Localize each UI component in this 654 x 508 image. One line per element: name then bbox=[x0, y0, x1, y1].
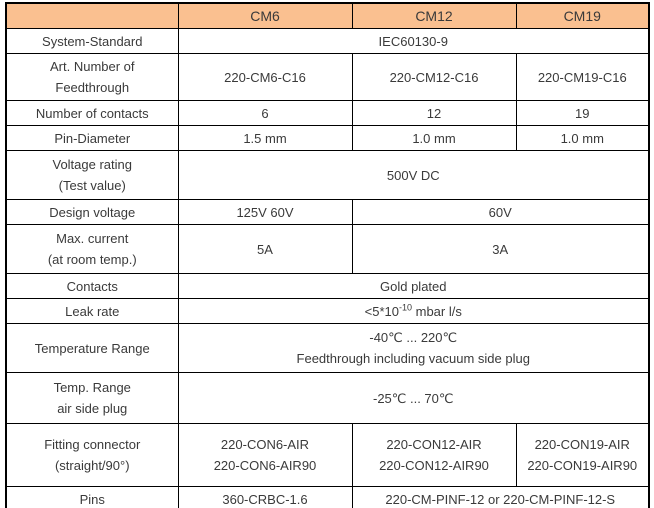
row-label bbox=[6, 200, 178, 225]
cell-text: Gold plated bbox=[380, 278, 447, 294]
cell-text: 12 bbox=[426, 105, 442, 121]
value-cell bbox=[516, 54, 649, 101]
value-cell bbox=[516, 101, 649, 126]
header-cell-cm19: CM19 bbox=[516, 3, 649, 29]
value-cell bbox=[178, 29, 649, 54]
row-fitting-connector bbox=[6, 424, 649, 487]
row-label-text: Voltage rating bbox=[52, 157, 132, 172]
row-temp-range-air-side bbox=[6, 373, 649, 424]
value-cell bbox=[178, 487, 352, 508]
cell-text: 500V DC bbox=[386, 167, 440, 183]
row-label-text: Number of contacts bbox=[35, 105, 149, 121]
cell-text: 5A bbox=[257, 241, 273, 257]
cell-text: 220-CM-PINF-12 or 220-CM-PINF-12-S bbox=[385, 491, 616, 507]
value-cell bbox=[352, 101, 516, 126]
value-cell bbox=[352, 487, 649, 508]
value-cell bbox=[352, 54, 516, 101]
cell-text: 360-CRBC-1.6 bbox=[222, 491, 308, 507]
row-label bbox=[6, 299, 178, 324]
header-cell-cm12: CM12 bbox=[352, 3, 516, 29]
row-label-text: Feedthrough bbox=[55, 80, 130, 95]
row-label-text: Pins bbox=[79, 491, 105, 507]
value-cell bbox=[352, 126, 516, 151]
row-label-text: Max. current bbox=[56, 231, 129, 246]
row-label bbox=[6, 225, 178, 274]
cell-text: <5*10 bbox=[364, 303, 399, 319]
value-cell bbox=[178, 324, 649, 373]
row-pins bbox=[6, 487, 649, 508]
cell-text: -40℃ ... 220℃ bbox=[369, 330, 458, 345]
row-label bbox=[6, 54, 178, 101]
cell-text: IEC60130-9 bbox=[378, 33, 448, 49]
header-cell-cm6: CM6 bbox=[178, 3, 352, 29]
row-label-text: Art. Number of bbox=[49, 59, 135, 74]
row-label bbox=[6, 29, 178, 54]
value-cell bbox=[516, 126, 649, 151]
row-design-voltage bbox=[6, 200, 649, 225]
row-label-text: Fitting connector bbox=[44, 437, 141, 452]
row-label-text: Contacts bbox=[66, 278, 118, 294]
row-max-current bbox=[6, 225, 649, 274]
header-corner-cell bbox=[6, 3, 178, 29]
row-system-standard bbox=[6, 29, 649, 54]
value-cell bbox=[178, 225, 352, 274]
cell-text: 6 bbox=[261, 105, 269, 121]
row-label-text: (straight/90°) bbox=[54, 458, 130, 473]
row-number-of-contacts bbox=[6, 101, 649, 126]
cell-text: 125V 60V bbox=[236, 204, 294, 220]
cell-text: 3A bbox=[492, 241, 509, 257]
cell-text: -25℃ ... 70℃ bbox=[372, 390, 454, 406]
cell-text: Feedthrough including vacuum side plug bbox=[296, 351, 530, 366]
row-label-text: (Test value) bbox=[58, 178, 126, 193]
cell-text: 220-CON6-AIR bbox=[220, 437, 310, 452]
row-label bbox=[6, 101, 178, 126]
row-label-text: air side plug bbox=[57, 401, 128, 416]
header-row bbox=[6, 3, 649, 29]
value-cell bbox=[178, 200, 352, 225]
row-label bbox=[6, 324, 178, 373]
cell-text: 220-CON12-AIR90 bbox=[379, 458, 489, 473]
spec-table bbox=[5, 2, 650, 508]
value-cell bbox=[178, 299, 649, 324]
cell-text: 1.0 mm bbox=[412, 130, 456, 146]
row-label-text: Design voltage bbox=[49, 204, 136, 220]
row-label-text: (at room temp.) bbox=[47, 252, 137, 267]
row-temperature-range bbox=[6, 324, 649, 373]
row-art-number bbox=[6, 54, 649, 101]
value-cell bbox=[178, 126, 352, 151]
row-label-text: System-Standard bbox=[42, 33, 143, 49]
row-label-text: Temp. Range bbox=[53, 380, 131, 395]
row-label-text: Leak rate bbox=[65, 303, 120, 319]
value-cell bbox=[352, 424, 516, 487]
value-cell bbox=[352, 225, 649, 274]
cell-text: 1.5 mm bbox=[243, 130, 287, 146]
value-cell bbox=[178, 101, 352, 126]
cell-text: 1.0 mm bbox=[560, 130, 604, 146]
cell-text: 220-CM12-C16 bbox=[389, 69, 479, 85]
cell-text: 60V bbox=[488, 204, 512, 220]
row-pin-diameter bbox=[6, 126, 649, 151]
row-label-text: Pin-Diameter bbox=[54, 130, 131, 146]
cell-text: 220-CON19-AIR bbox=[534, 437, 630, 452]
row-label bbox=[6, 373, 178, 424]
row-label bbox=[6, 151, 178, 200]
cell-text: 220-CM19-C16 bbox=[537, 69, 627, 85]
row-voltage-rating bbox=[6, 151, 649, 200]
leak-rate-exponent: -10 bbox=[398, 302, 412, 313]
value-cell bbox=[516, 424, 649, 487]
value-cell bbox=[178, 151, 649, 200]
cell-text: 220-CON12-AIR bbox=[386, 437, 482, 452]
value-cell bbox=[178, 373, 649, 424]
cell-text: 19 bbox=[575, 105, 590, 121]
row-leak-rate bbox=[6, 299, 649, 324]
row-label bbox=[6, 126, 178, 151]
cell-text: 220-CON6-AIR90 bbox=[213, 458, 317, 473]
row-label-text: Temperature Range bbox=[34, 340, 150, 356]
row-label bbox=[6, 487, 178, 508]
value-cell bbox=[352, 200, 649, 225]
cell-text: 220-CM6-C16 bbox=[224, 69, 306, 85]
row-label bbox=[6, 424, 178, 487]
value-cell bbox=[178, 274, 649, 299]
value-cell bbox=[178, 54, 352, 101]
value-cell bbox=[178, 424, 352, 487]
row-label bbox=[6, 274, 178, 299]
cell-text: 220-CON19-AIR90 bbox=[527, 458, 638, 473]
row-contacts bbox=[6, 274, 649, 299]
cell-text: mbar l/s bbox=[412, 303, 462, 319]
